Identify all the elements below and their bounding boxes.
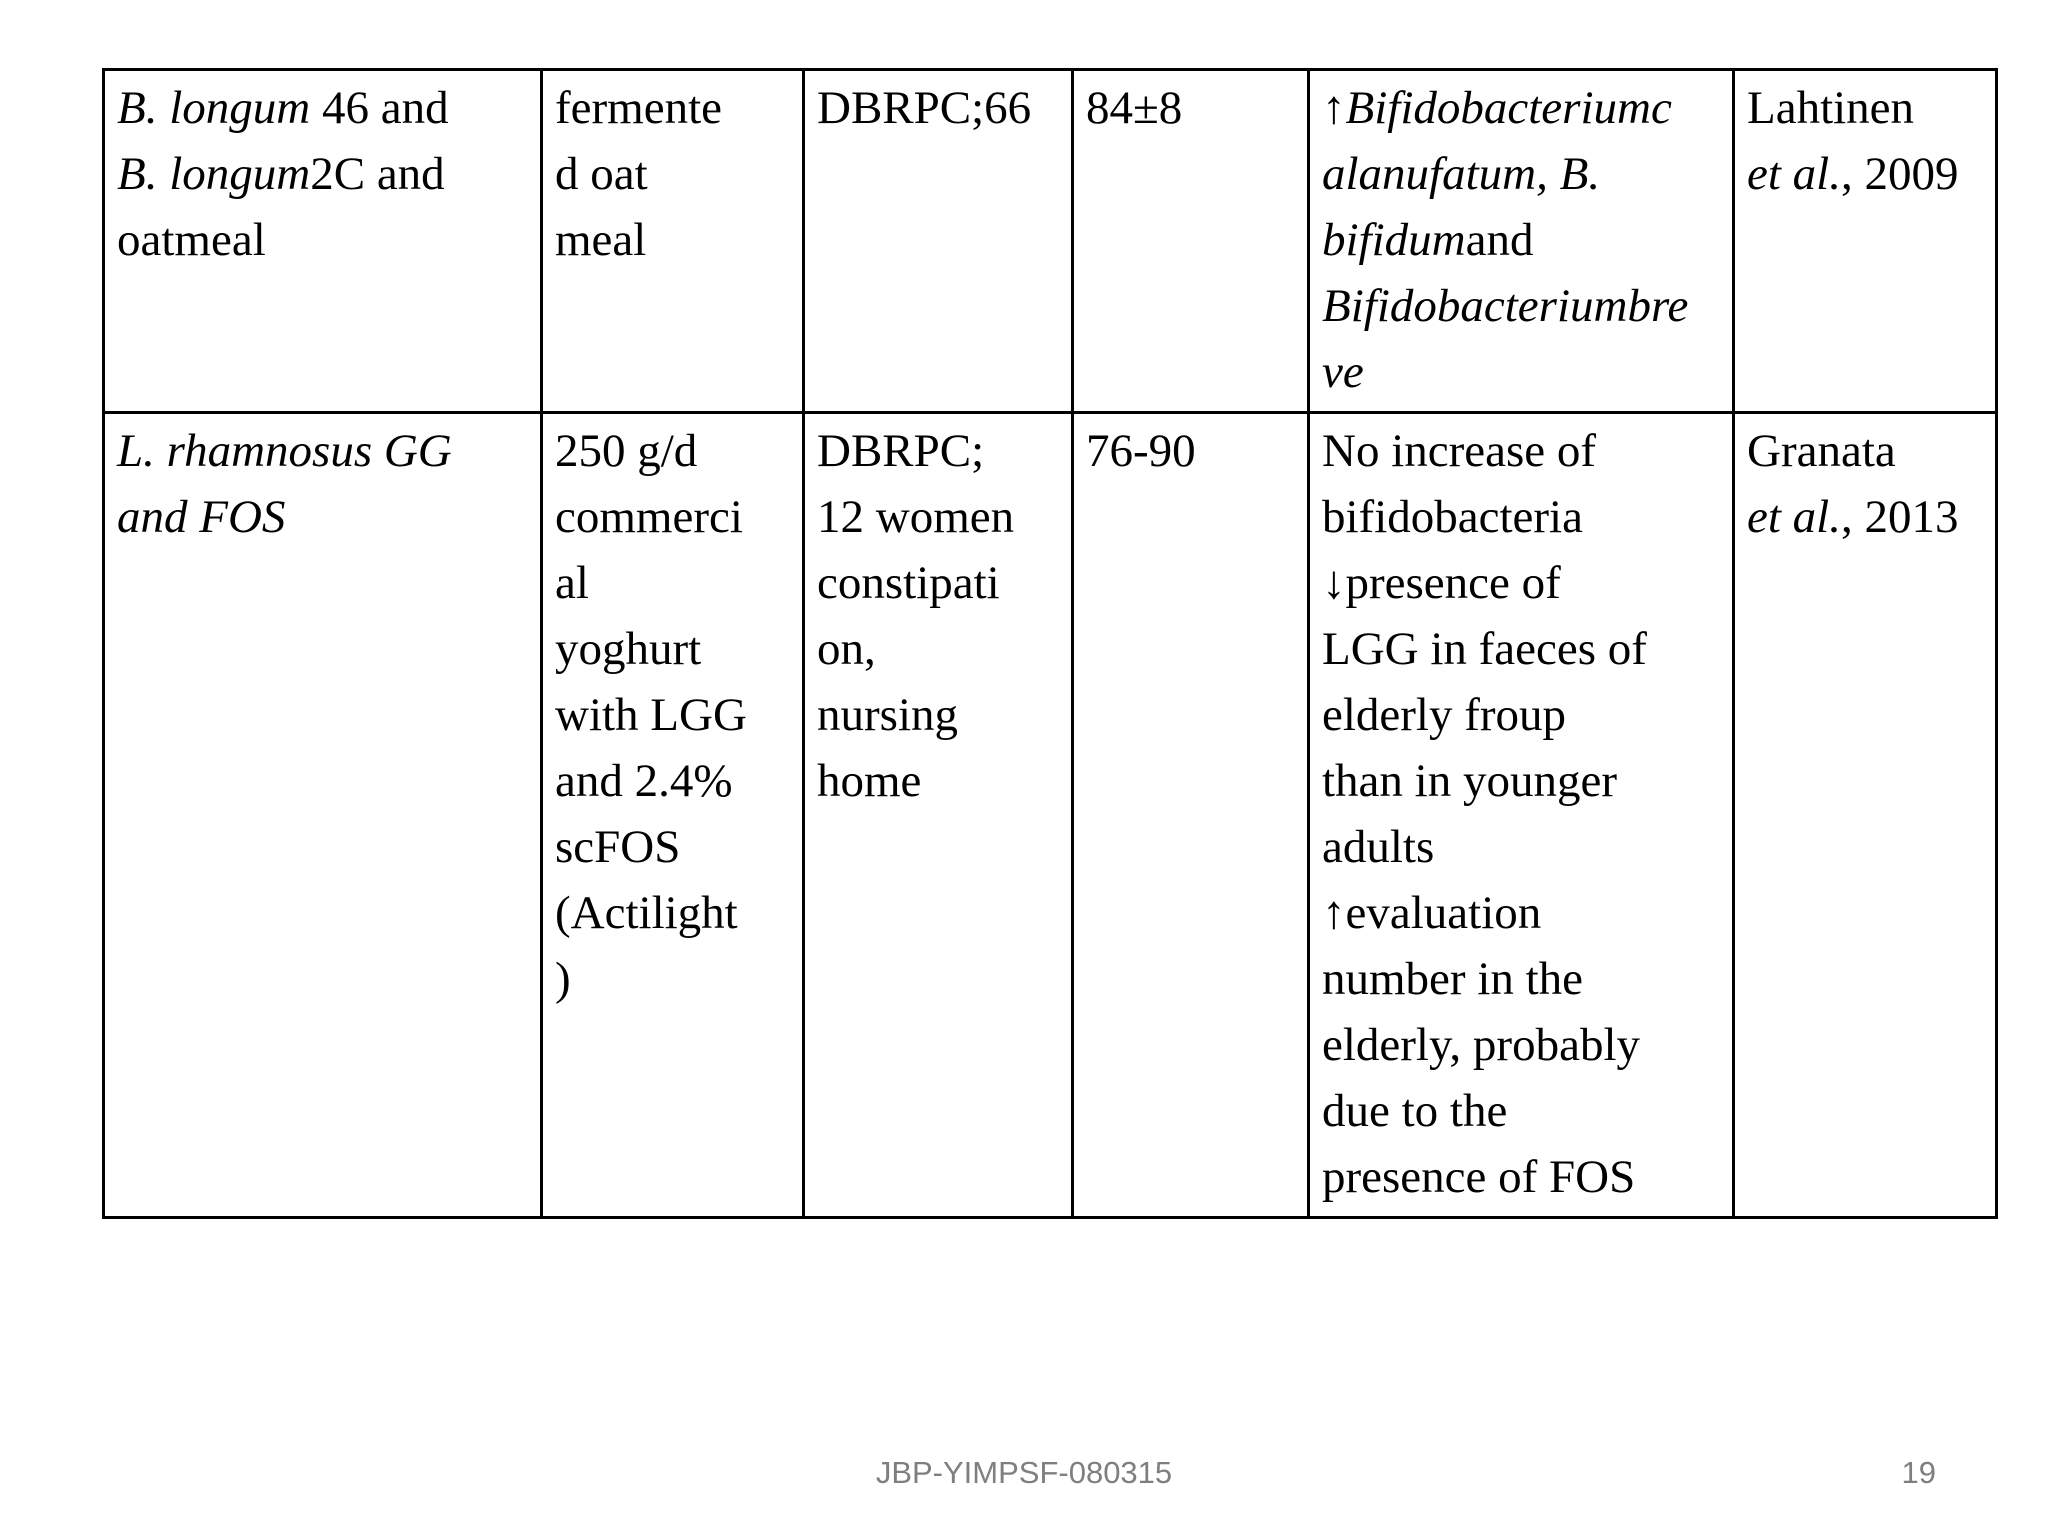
age-cell: 84±8 [1073, 70, 1309, 413]
reference-cell: Lahtinen et al., 2009 [1734, 70, 1997, 413]
design-cell: DBRPC;66 [804, 70, 1073, 413]
footer-code: JBP-YIMPSF-080315 [875, 1455, 1173, 1490]
design-cell: DBRPC; 12 women constipati on, nursing home [804, 413, 1073, 1218]
outcome-cell: ↑Bifidobacteriumc alanufatum, B. bifidumand Bifidobacteriumbre ve [1309, 70, 1734, 413]
page-number: 19 [1901, 1455, 1936, 1490]
outcome-cell: No increase of bifidobacteria ↓presence of LGG in faeces of elderly froup than in younger adults ↑evaluation number in the elderly, probably due to the presence of FOS [1309, 413, 1734, 1218]
age-cell: 76-90 [1073, 413, 1309, 1218]
table-row [104, 413, 1997, 1218]
reference-cell: Granata et al., 2013 [1734, 413, 1997, 1218]
vehicle-cell: 250 g/d commerci al yoghurt with LGG and 2.4% scFOS (Actilight ) [542, 413, 804, 1218]
table-row [104, 70, 1997, 413]
up-arrow-icon: ↑ [1322, 82, 1346, 134]
species-name: B. longum [117, 82, 311, 134]
intervention-cell: L. rhamnosus GG and FOS [104, 413, 542, 1218]
vehicle-cell: fermente d oat meal [542, 70, 804, 413]
species-name: B. longum [117, 148, 311, 200]
intervention-cell: B. longum 46 and B. longum2C and oatmeal [104, 70, 542, 413]
study-table [102, 68, 1998, 1219]
